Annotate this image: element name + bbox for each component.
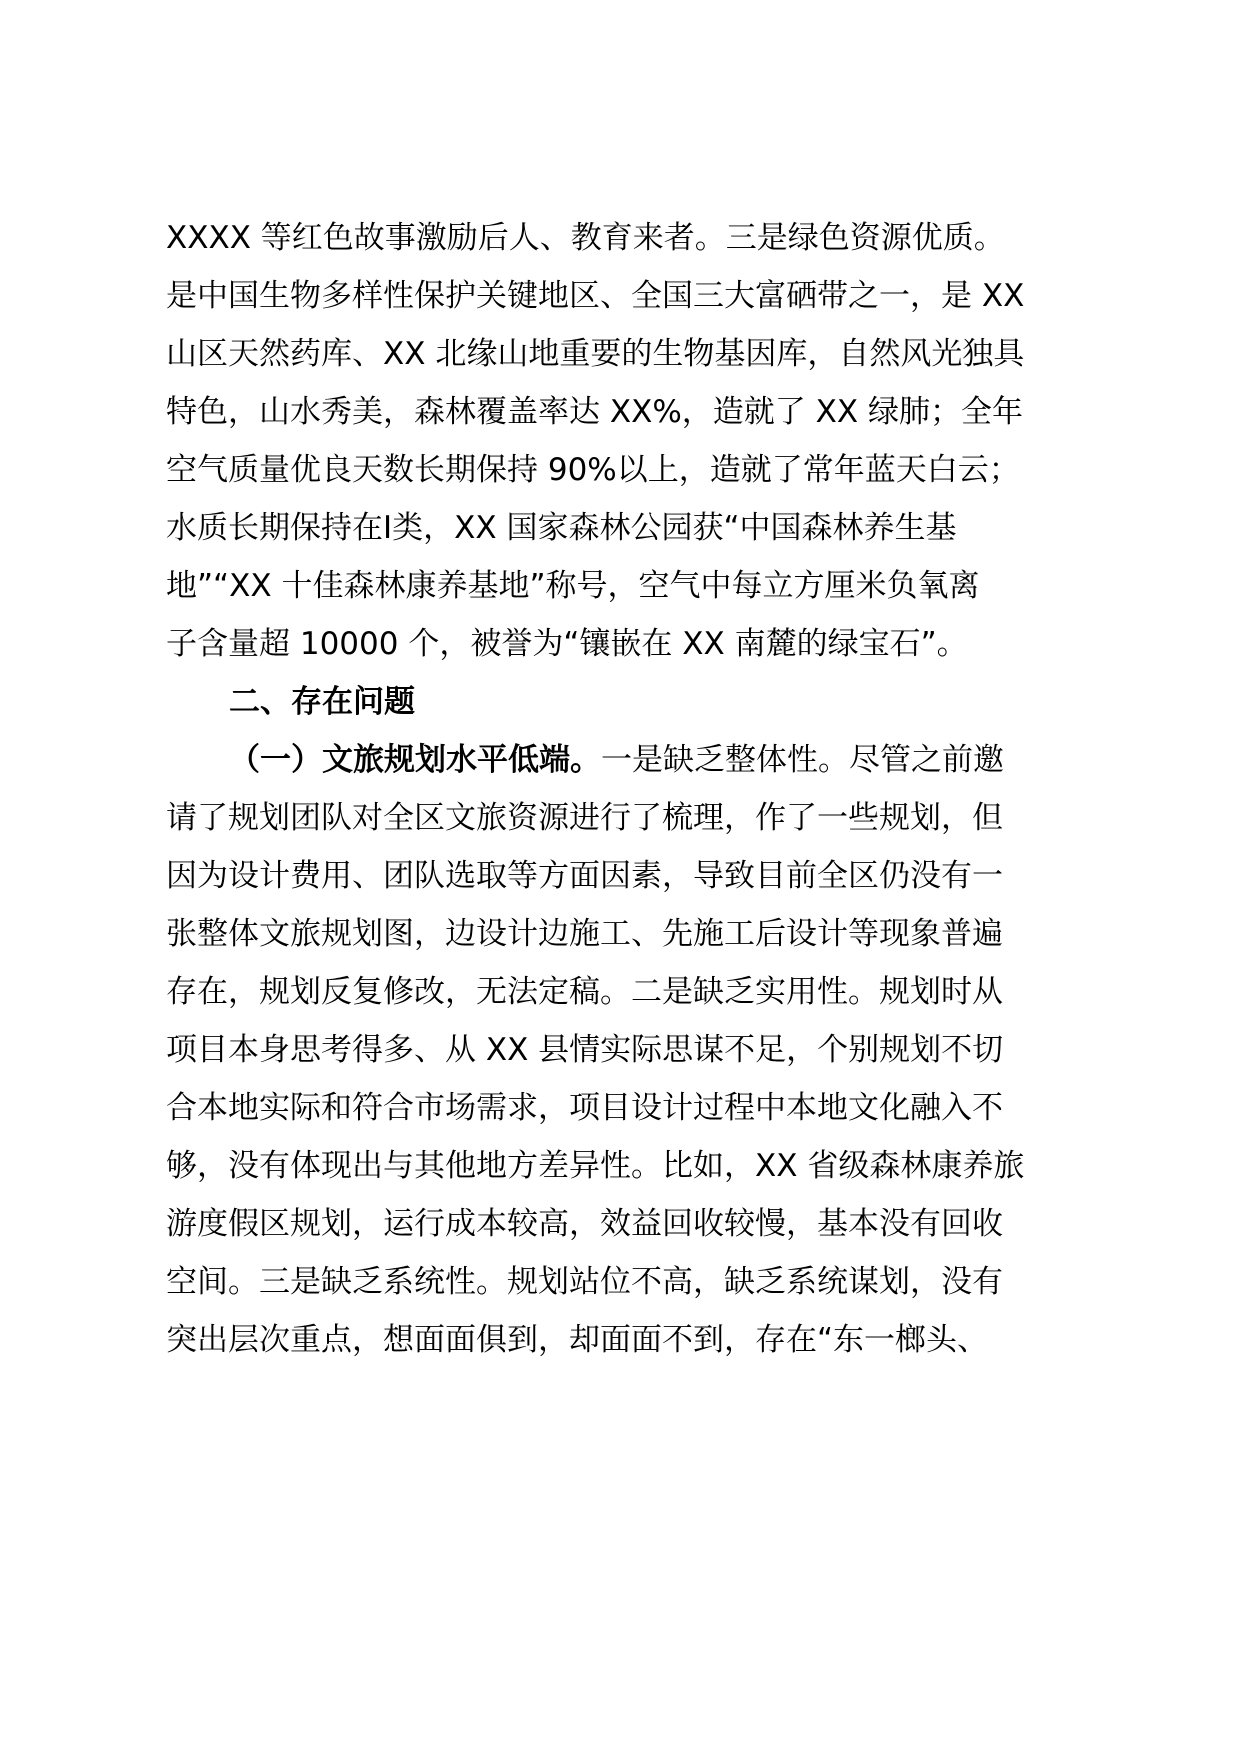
paragraph-line: 游度假区规划，运行成本较高，效益回收较慢，基本没有回收 [166,1206,1003,1242]
paragraph-line: 项目本身思考得多、从 XX 县情实际思谋不足，个别规划不切 [166,1032,1004,1068]
paragraph-first-line [229,735,1004,785]
paragraph-line: 合本地实际和符合市场需求，项目设计过程中本地文化融入不 [166,1090,1003,1126]
paragraph-line: 存在，规划反复修改，无法定稿。二是缺乏实用性。规划时从 [166,974,1003,1010]
paragraph-line: 空间。三是缺乏系统性。规划站位不高，缺乏系统谋划，没有 [166,1264,1003,1300]
paragraph-line: 请了规划团队对全区文旅资源进行了梳理，作了一些规划，但 [166,800,1003,836]
paragraph-line: 特色，山水秀美，森林覆盖率达 XX%，造就了 XX 绿肺；全年 [166,394,1023,430]
paragraph-line: 是中国生物多样性保护关键地区、全国三大富硒带之一，是 XX [166,278,1025,314]
section-heading: 二、存在问题 [229,684,415,720]
paragraph-line: 空气质量优良天数长期保持 90%以上，造就了常年蓝天白云； [166,452,1020,488]
paragraph-line: XXXX 等红色故事激励后人、教育来者。三是绿色资源优质。 [166,220,1005,256]
subheading: （一）文旅规划水平低端。 [229,742,601,778]
paragraph-line: 够，没有体现出与其他地方差异性。比如，XX 省级森林康养旅 [166,1148,1025,1184]
paragraph-line: 突出层次重点，想面面俱到，却面面不到，存在“东一榔头、 [166,1322,989,1358]
paragraph-line: 因为设计费用、团队选取等方面因素，导致目前全区仍没有一 [166,858,1003,894]
paragraph-line-rest: 一是缺乏整体性。尽管之前邀 [601,742,1004,778]
paragraph-line: 山区天然药库、XX 北缘山地重要的生物基因库，自然风光独具 [166,336,1025,372]
paragraph-line: 地”“XX 十佳森林康养基地”称号，空气中每立方厘米负氧离 [166,568,980,604]
paragraph-line: 张整体文旅规划图，边设计边施工、先施工后设计等现象普遍 [166,916,1003,952]
paragraph-line: 子含量超 10000 个，被誉为“镶嵌在 XX 南麓的绿宝石”。 [166,626,968,662]
paragraph-line: 水质长期保持在Ⅰ类，XX 国家森林公园获“中国森林养生基 [166,510,957,546]
